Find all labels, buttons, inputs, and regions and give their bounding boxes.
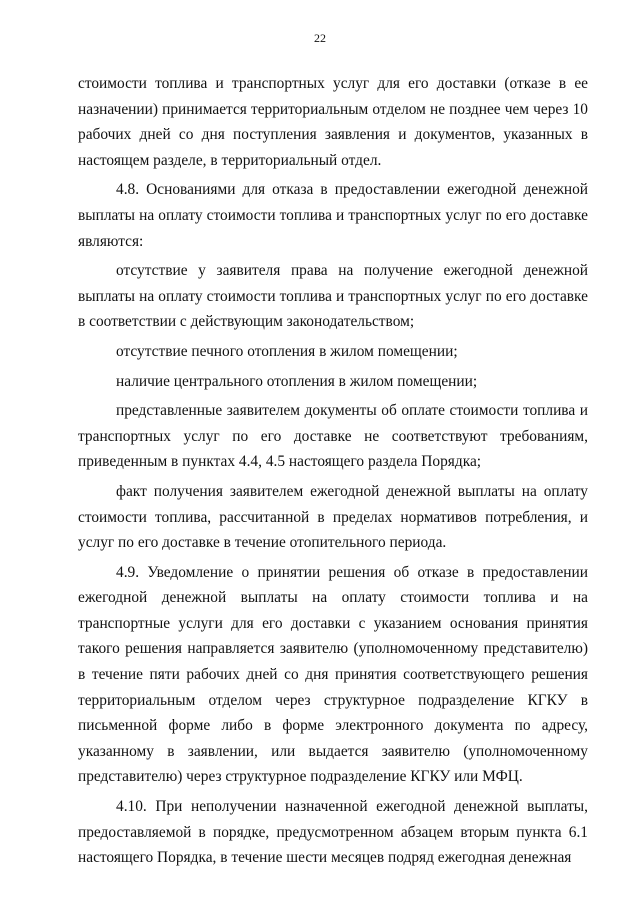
paragraph-ground-central-heating: наличие центрального отопления в жилом помещении; [116, 372, 478, 390]
paragraph-ground-already-received: факт получения заявителем ежегодной денежной выплаты на оплату стоимости топлива, рассчитанной в пределах нормативов потребления, и услуг по его доставке в течение отопительного периода. [78, 482, 588, 552]
paragraph-ground-documents-mismatch: представленные заявителем документы об оплате стоимости топлива и транспортных услуг по его доставке не соответствуют требованиям, приведенным в пунктах 4.4, 4.5 настоящего раздела Порядка; [78, 402, 588, 471]
paragraph-ground-no-right: отсутствие у заявителя права на получение ежегодной денежной выплаты на оплату стоимости топлива и транспортных услуг по его доставке в соответствии с действующим законодательством; [78, 262, 588, 331]
page-number: 22 [314, 31, 326, 45]
paragraph-ground-no-stove-heating: отсутствие печного отопления в жилом помещении; [116, 342, 458, 360]
paragraph-clause-4-8: 4.8. Основаниями для отказа в предоставлении ежегодной денежной выплаты на оплату стоимости топлива и транспортных услуг по его доставке являются: [78, 181, 588, 250]
paragraph-clause-4-10: 4.10. При неполучении назначенной ежегодной денежной выплаты, предоставляемой в порядке, предусмотренном абзацем вторым пункта 6.1 настоящего Порядка, в течение шести месяцев подряд ежегодная денежная [78, 798, 588, 867]
paragraph-clause-4-9: 4.9. Уведомление о принятии решения об отказе в предоставлении ежегодной денежной выплаты на оплату стоимости топлива и на транспортные услуги для его доставки с указанием основания принятия такого решения направляется заявителю (уполномоченному представителю) в течение пяти рабочих дней со дня принятия соответствующего решения территориальным отделом через структурное подразделение КГКУ в письменной форме либо в форме электронного документа по адресу, указанному в заявлении, или выдается заявителю (уполномоченному представителю) через структурное подразделение КГКУ или МФЦ. [78, 563, 588, 786]
paragraph-continuation: стоимости топлива и транспортных услуг для его доставки (отказе в ее назначении) принимается территориальным отделом не позднее чем через 10 рабочих дней со дня поступления заявления и документов, указанных в настоящем разделе, в территориальный отдел. [78, 75, 588, 169]
document-body [78, 71, 588, 871]
